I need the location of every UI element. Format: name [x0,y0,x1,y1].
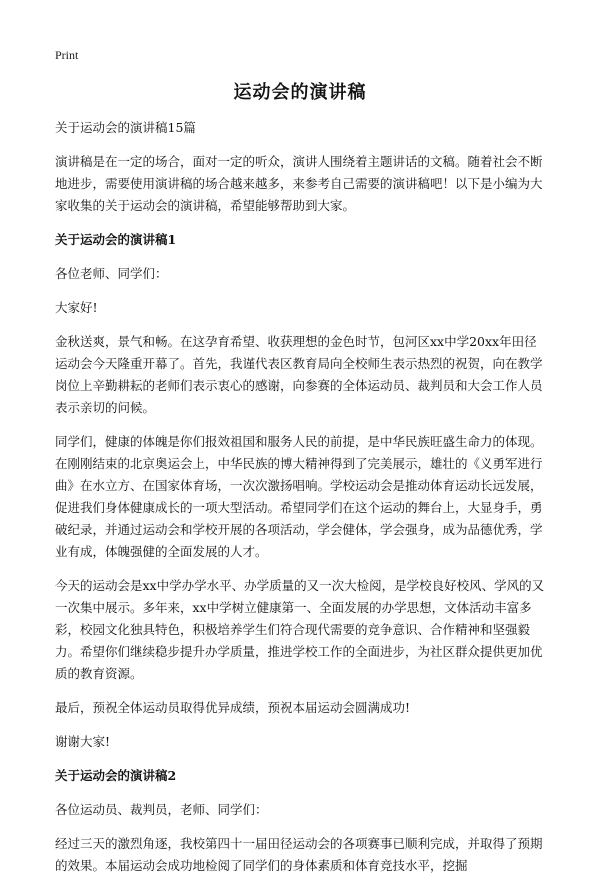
paragraph: 各位老师、同学们： [55,266,168,281]
paragraph: 最后，预祝全体运动员取得优异成绩，预祝本届运动会圆满成功! [55,700,411,715]
paragraph: 各位运动员、裁判员，老师、同学们： [55,802,268,817]
paragraph: 同学们，健康的体魄是你们报效祖国和服务人民的前提，是中华民族旺盛生命力的体现。在刚刚结束的北京奥运会上，中华民族的博大精神得到了完美展示，雄壮的《义勇军进行曲》在水立方、在国家体育场，一次次激扬唱响。学校运动会是推动体育运动长远发展，促进我们身体健康成长的一项大型活动。希望同学们在这个运动的舞台上，大显身手，勇破纪录，并通过运动会和学校开展的各项活动，学会健体，学会强身，成为品德优秀，学业有成，体魄强健的全面发展的人才。 [55,434,543,559]
intro-paragraph: 演讲稿是在一定的场合，面对一定的听众，演讲人围绕着主题讲话的文稿。随着社会不断地进步，需要使用演讲稿的场合越来越多，来参考自己需要的演讲稿吧！以下是小编为大家收集的关于运动会的演讲稿，希望能够帮助到大家。 [55,154,543,213]
subtitle: 关于运动会的演讲稿15篇 [55,120,196,135]
paragraph: 经过三天的激烈角逐，我校第四十一届田径运动会的各项赛事已顺利完成，并取得了预期的效果。本届运动会成功地检阅了同学们的身体素质和体育竞技水平，挖掘 [55,836,543,873]
paragraph: 金秋送爽，景气和畅。在这孕育希望、收获理想的金色时节，包河区xx中学20xx年田径运动会今天隆重开幕了。首先，我谨代表区教育局向全校师生表示热烈的祝贺，向在教学岗位上辛勤耕耘的老师们表示衷心的感谢，向参赛的全体运动员、裁判员和大会工作人员表示亲切的问候。 [55,334,543,415]
document-title: 运动会的演讲稿 [233,82,367,103]
document-body [55,117,547,889]
section-heading: 关于运动会的演讲稿1 [55,232,177,247]
section-heading: 关于运动会的演讲稿2 [55,768,177,783]
print-link[interactable]: Print [55,48,79,62]
paragraph: 谢谢大家! [55,734,111,749]
paragraph: 大家好! [55,300,98,315]
paragraph: 今天的运动会是xx中学办学水平、办学质量的又一次大检阅，是学校良好校风、学风的又一次集中展示。多年来，xx中学树立健康第一、全面发展的办学思想，文体活动丰富多彩，校园文化独具特色，积极培养学生们符合现代需要的竞争意识、合作精神和坚强毅力。希望你们继续稳步提升办学质量，推进学校工作的全面进步，为社区群众提供更加优质的教育资源。 [55,578,545,681]
